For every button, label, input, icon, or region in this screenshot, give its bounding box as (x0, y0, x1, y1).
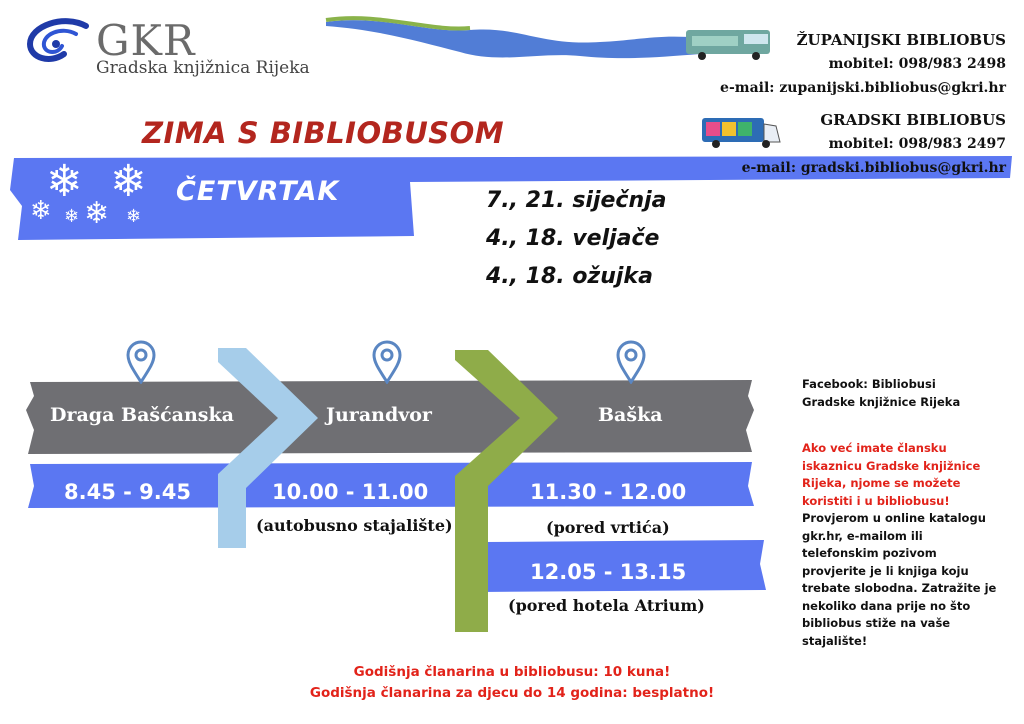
catalog-info (802, 510, 1012, 650)
day-label: ČETVRTAK (176, 176, 340, 207)
stop-note: (pored vrtića) (546, 518, 670, 537)
county-bus-phone: mobitel: 098/983 2498 (828, 56, 1006, 72)
info-line: iskaznicu Gradske knjižnice (802, 458, 981, 473)
snowflake-icon: ❄ (64, 206, 80, 227)
map-pin-icon (126, 340, 156, 384)
info-line: Ako već imate člansku (802, 441, 947, 455)
snowflake-icon: ❄ (46, 156, 83, 207)
info-line: trebate slobodna. Zatražite je (802, 581, 997, 595)
membership-fee-children: Godišnja članarina za djecu do 14 godina: besplatno! (309, 685, 715, 701)
info-line: telefonskim pozivom (802, 546, 937, 560)
city-bus-title: GRADSKI BIBLIOBUS (820, 111, 1006, 129)
county-bus-email: e-mail: zupanijski.bibliobus@gkri.hr (720, 80, 1006, 96)
dates-list (486, 182, 667, 296)
snowflake-icon: ❄ (126, 206, 142, 227)
date-line: 7., 21. siječnja (486, 188, 667, 213)
map-pin-icon (372, 340, 402, 384)
facebook-line: Facebook: Bibliobusi (802, 377, 936, 391)
gkr-swirl-logo-icon (24, 18, 94, 64)
stop-name: Jurandvor (326, 404, 432, 426)
info-line: Provjerom u online katalogu (802, 511, 986, 525)
main-title: ZIMA S BIBLIOBUSOM (142, 116, 505, 150)
stop-name: Baška (598, 404, 663, 426)
stop-time: 10.00 - 11.00 (272, 480, 429, 504)
stop-name: Draga Bašćanska (50, 404, 234, 426)
snowflake-icon: ❄ (30, 196, 52, 226)
membership-card-info (802, 440, 1012, 510)
extra-stop-time: 12.05 - 13.15 (530, 560, 687, 584)
stop-time: 8.45 - 9.45 (64, 480, 191, 504)
info-line: bibliobus stiže na vaše (802, 616, 951, 630)
city-bus-contact (742, 108, 1006, 180)
snowflake-icon: ❄ (84, 196, 110, 231)
info-line: provjerite je li knjiga koju (802, 563, 969, 578)
info-line: koristiti i u bibliobusu! (802, 493, 950, 508)
city-bus-email: e-mail: gradski.bibliobus@gkri.hr (741, 160, 1006, 176)
city-bus-phone: mobitel: 098/983 2497 (828, 136, 1006, 152)
date-line: 4., 18. ožujka (486, 264, 653, 289)
stop-note: (autobusno stajalište) (256, 516, 453, 535)
extra-stop-note: (pored hotela Atrium) (508, 596, 705, 615)
county-bus-title: ŽUPANIJSKI BIBLIOBUS (796, 31, 1006, 49)
stop-time: 11.30 - 12.00 (530, 480, 687, 504)
date-line: 4., 18. veljače (486, 226, 660, 251)
snowflake-icon: ❄ (110, 156, 147, 207)
logo-name: GKR (96, 16, 196, 65)
info-line: nekoliko dana prije no što (802, 598, 971, 613)
info-line: Rijeka, njome se možete (802, 476, 961, 490)
membership-fee: Godišnja članarina u bibliobusu: 10 kuna! (353, 664, 671, 680)
road-ribbon (326, 20, 700, 58)
facebook-info (802, 376, 1012, 411)
county-bus-contact (720, 28, 1006, 100)
logo-subtitle: Gradska knjižnica Rijeka (96, 58, 310, 78)
map-pin-icon (616, 340, 646, 384)
info-line: gkr.hr, e-mailom ili (802, 528, 923, 543)
info-line: stajalište! (802, 633, 868, 648)
facebook-line: Gradske knjižnice Rijeka (802, 394, 961, 409)
